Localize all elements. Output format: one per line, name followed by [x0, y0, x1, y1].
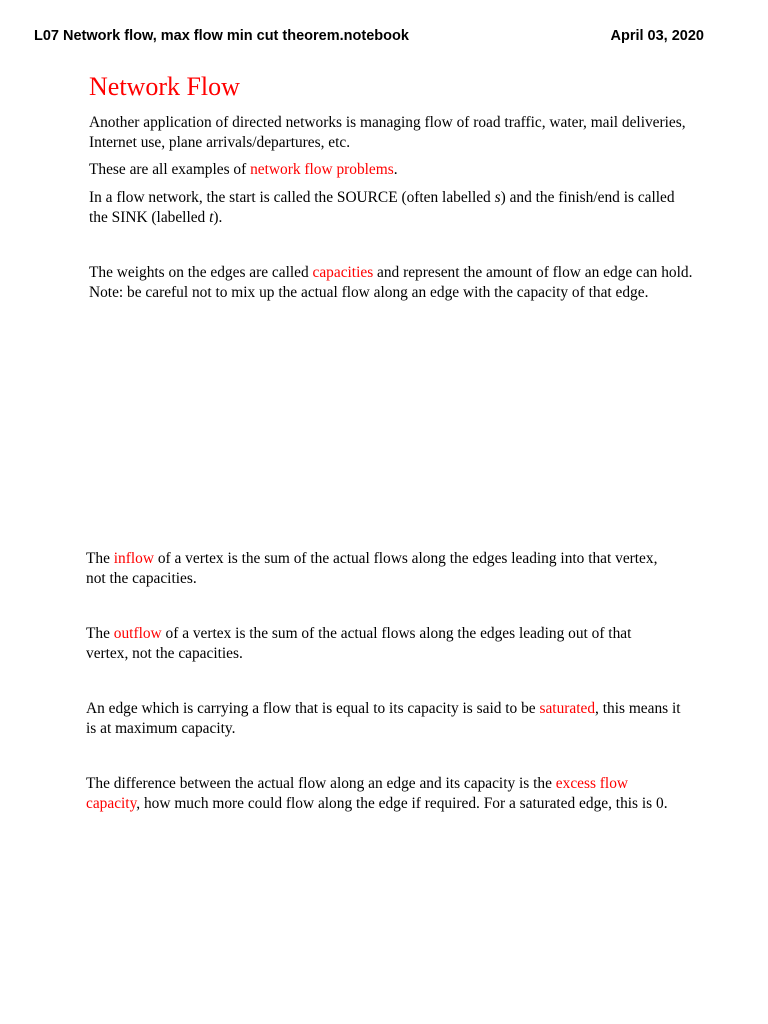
excess-capacity-paragraph [86, 774, 676, 813]
examples-paragraph [89, 160, 689, 180]
term-capacities: capacities [312, 264, 374, 281]
page-title: Network Flow [89, 72, 240, 101]
excess-text-before: The difference between the actual flow along an edge and its capacity is the [86, 775, 556, 792]
source-symbol: s [494, 189, 501, 206]
saturated-text-after: , this means it is at maximum capacity. [86, 700, 681, 737]
examples-text-before: These are all examples of [89, 161, 251, 178]
inflow-paragraph [86, 549, 676, 588]
page-header [34, 28, 704, 48]
capacities-text-after: and represent the amount of flow an edge can hold. Note: be careful not to mix up the actual flow along an edge with the capacity of that edge. [89, 264, 693, 301]
source-sink-text-3: ). [213, 208, 223, 226]
notebook-date: April 03, 2020 [610, 28, 704, 44]
capacities-text-before: The weights on the edges are called [89, 264, 313, 281]
source-sink-paragraph [89, 188, 694, 227]
intro-paragraph: Another application of directed networks is managing flow of road traffic, water, mail deliveries, Internet use, plane arrivals/departures, etc. [89, 114, 686, 151]
sink-symbol: t [209, 208, 214, 226]
capacities-paragraph [89, 263, 694, 302]
outflow-text-after: of a vertex is the sum of the actual flows along the edges leading out of that vertex, not the capacities. [86, 625, 632, 662]
saturated-text-before: An edge which is carrying a flow that is equal to its capacity is said to be [86, 700, 540, 717]
notebook-title: L07 Network flow, max flow min cut theorem.notebook [34, 28, 409, 44]
excess-text-after: , how much more could flow along the edge if required. For a saturated edge, this is 0. [136, 794, 668, 812]
term-saturated: saturated [539, 700, 596, 717]
term-network-flow-problems: network flow problems [250, 161, 394, 178]
inflow-text-before: The [86, 550, 114, 567]
outflow-text-before: The [86, 625, 114, 642]
term-inflow: inflow [113, 550, 154, 567]
examples-text-after: . [393, 161, 398, 178]
source-sink-text-2: ) and the finish/end is called the SINK (labelled [89, 189, 675, 226]
source-sink-text-1: In a flow network, the start is called the SOURCE (often labelled [89, 189, 495, 206]
term-outflow: outflow [113, 625, 162, 642]
outflow-paragraph [86, 624, 676, 663]
inflow-text-after: of a vertex is the sum of the actual flows along the edges leading into that vertex, not the capacities. [86, 550, 658, 587]
saturated-paragraph [86, 699, 686, 738]
term-excess-flow-capacity: excess flow capacity [86, 775, 629, 812]
